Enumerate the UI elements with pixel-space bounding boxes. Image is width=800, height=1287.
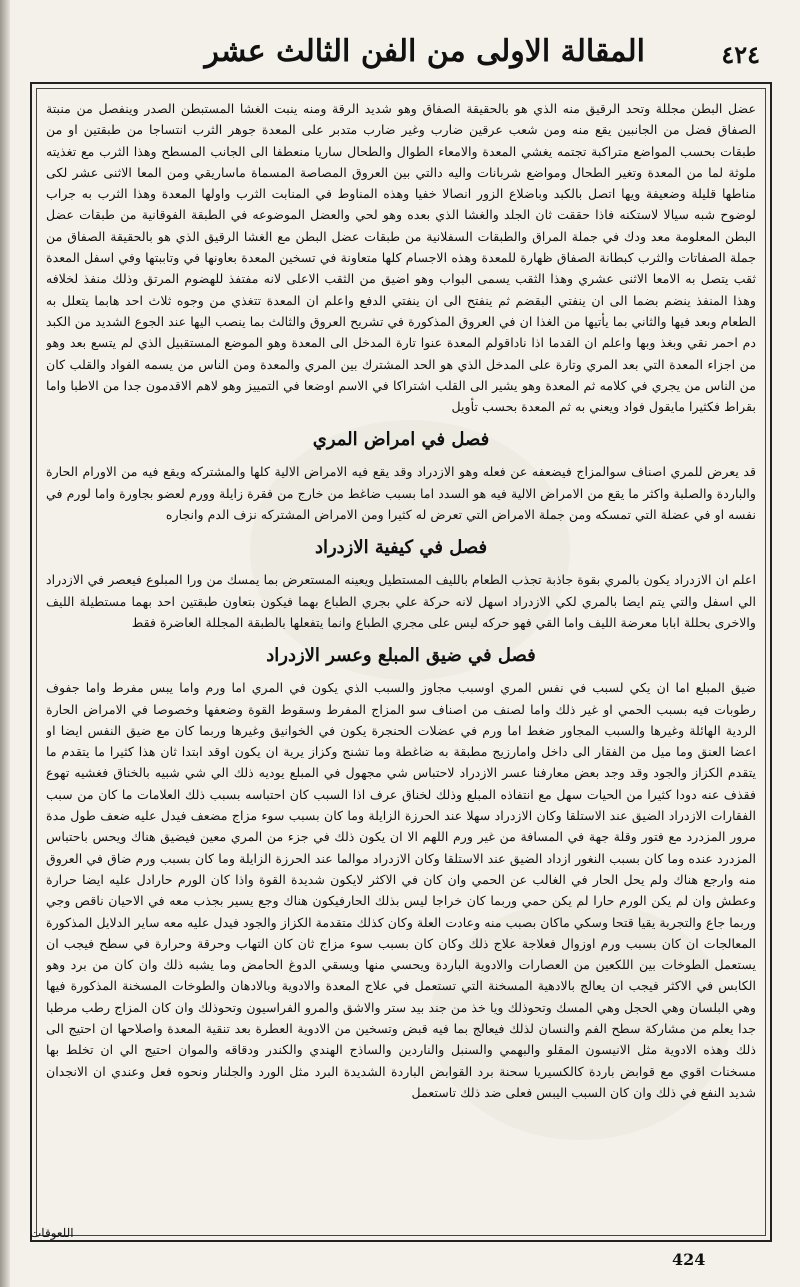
paragraph-dysphagia: ضيق المبلع اما ان يكي لسبب في نفس المري اوسبب مجاوز والسبب الذي يكون في المري اما ورم واما يبس مفرط واما جفوف رطوبات فيه بسبب الحمي او غير ذلك واما لصنف من اصناف سو المزاج المفرط وسقوط القوة وضعفها وخصوصا في الامراض الحارة الردية الهائلة وغيرها والسبب المجاور ضغط اما ورم في عضلات الحنجرة يكون في الخوانيق وغيرها وربما كان مع ضيق النفس ايضا او اعضا العنق وما ميل من الفقار الى داخل وامارزيج مطبقة به ضاغطة وما تشنج وكزاز يرية ان يكون اوقد ابتدا ثان هذا كثيرا ما يتقدم ما يتقدم الكزاز والجود وقد وجد بعض معارفنا عسر الازدراد لاحتباس شي مجهول في المبلع يوديه ذلك الي شي شبيه بالخناق فغشيه تهوع فقذف عنه دودا كثيرا من الحيات سهل مع انتفاذه المبلع وذلك لخناق عرف اذا السبب كان احتباسه بسبب ذلك العلامات ما كان من سبب الفقارات الازدراد الضيق عند الاستلقا وكان الازدراد سهلا عند الحرزة الزايلة وما كان بسبب سوء مزاج مضعف فيدل عليه ضعف طول مدة مرور المزدرد مع فتور وقلة جهة في المسافة من غير ورم اللهم الا ان يكون ذلك في جزء من المري معين فيضيق هناك ويحس باحتباس المزدرد عنده وما كان بسبب النغور ازداد الضيق عند الاستلقا وكان الازدراد موالما عند الحرزة الزايلة وما كان بسبب ورم ضاق في العروق منه وارجع هناك ولم يحل الحار في الغالب عن الحمي وان كان في الاكثر لايكون شديدة القوة واذا كان الورم حارادل عليه ايضا حرارة وعطش وان لم يكن الورم حارا لم يكن حمي وربما كان خراجا ليس بذلك الحارفيكون هناك وجع يسير بجذب معه في الاحيان ناقص وجي وربما جاع والتجربة يقيا قتحا وسكي ماكان بصبب منه وعادت العلة وكان كذلك متقدمة الكزاز والجود فيدل عليه معه ساير الدلايل المذكورة المعالجات ان كان بسبب ورم اوزوال فعلاجة علاج ذلك وكان كان بسبب سوء مزاج ثان كان التهاب وحرقة وحرارة في سطح فيجب ان يستعمل الطوخات بين اللكعين من العصارات والادوية الباردة ويحسي منها ويسقي الدوغ الحامض وما يشبه ذلك وان كان من برد وهو الكابس في الاكثر فيجب ان يعالج بالادهية المسخنة التي تستعمل في علاج المعدة والادوية وبالادهان والطوخات المسخنة المذكورة فيها وهي البلسان وهي الحجل وهي المسك وتحوذلك ويا خذ من جند بيد ستر والاشق والمرو الفراسيون وتحوذلك وان كان المزاج رطب مرطبا جدا يعلم من مشاركة سطح الفم والنسان لذلك فيعالج بما فيه قبض وتسخين من الادوية العطرة بعد تنقية المعدة واصلاحها ان احتيج الى ذلك وهذه الادوية مثل الانيسون المقلو والبهمي والسنبل والناردين والساذج الهندي والكندر ودقاقه والموان احتيج الي ان تخلط بها مسخنات اقوي مع قوابض باردة كالكسيريا سحنة برد القوابض الباردة الشديدة البرد مثل الورد والجلنار ونحوه فعل وعندي ان الانجدان شديد النفع في ذلك وان كان السبب اليبس فعلى ضد ذلك تاستعمل [46,680,756,1100]
paragraph-esophagus-diseases: قد يعرض للمري اصناف سوالمزاج فيضعفه عن فعله وهو الازدراد وقد يقع فيه الامراض الالية كلها والمشتركه ويقع فيه من الاورام الحارة والباردة والصلبة واكثر ما يقع من الامراض الالية فيه هو السدد اما بسبب ضاغط من خارج من فقرة زايلة وورم لعضو بجاورة واما لورم في نفسه او في عضلة التي تمسكه ومن جملة الامراض التي تعرض له كثيرا ومن الامراض المشتركه نزف الدم وانجاره [46,464,756,523]
paragraph-swallowing: اعلم ان الازدراد يكون بالمري بقوة جاذبة تجذب الطعام بالليف المستطيل ويعينه المستعرض بما يمسك من ورا المبلوع فيعصر في الازدراد الي اسفل والتي يتم ايضا بالمري لكي الازدراد اسهل لانه حركة علي بجري الطباع بهما فيكون بتعاون طبقتين احد بهما مستطيلة الليف والاخرى بحللة ابابا معرضة الليف واما القي فهو حركه ليس على مجري الطباع وانما يتفعلها بالطبقة المجللة العاضرة فقط [46,572,756,630]
footer-page-number: 424 [672,1250,706,1269]
header-page-number: ٤٢٤ [721,40,760,69]
section-heading-swallowing: فصل في كيفية الازدراد [314,537,488,559]
catchword: اللعوقات [30,1226,74,1240]
page-header [30,34,760,84]
page-spine-shadow [0,0,10,1287]
paragraph-intro: عضل البطن مجللة وتحد الرقيق منه الذي هو بالحقيقة الصفاق وهو شديد الرقة ومنه ينبت الغشا المستبطن الصدر وينفصل من منبتة الصفاق فضل من الجانبين يقع منه ومن شعب عرقين ضارب وغير ضارب متدبر على المعدة جوهر الثرب انتساجا من طبقتين او من طبقات بحسب المواضع متراكبة تجتمه يغشي المعدة والامعاء الطوال والطحال ساريا منعطفا الى الجانب المسطح وهذا الثرب مع تغذيته ملوثة لما من المعدة وتغير الطحال ومواضع شربانات واليه دالتي بين العروق المصاصة المسماة ماساريقي ومن المعا الاثنى عشر لكى مناطها قليلة وضعيفة ويها اتصل بالكبد وباضلاع الزور انصالا خفيا وهذه المناوط في المنابت الثرب واولها المعدة وهذا الثرب به جراب لوضوح شبه سيالا لاستكنه فاذا حققت ثان الجلد والغشا الذي بعده وهو لحي والعضل الموضوعه في الطبقة الفوقانية من طبقات عضل البطن المعلومة معد ودك في جملة المراق والطبقات السفلانية من طبقات عضل البطن مع الغشا الرقيق الذي هو بالحقيقة الصفاق من جملة الصفاتات والثرب كبطانة الصفاق ظهارة للمعدة وهذه الاجسام كلها متعاونة في تسخين المعدة بعاونها في وتاببتها وفي اسفل المعدة ثقب يتصل به الامعا الاثنى عشري وهذا الثقب يسمى البواب وهو اضيق من الثقب الاعلى لانه مفتفذ للهضوم المرتق وذلك منفذ لخلافه وهذا المنفذ ينضم بضما الى ان ينفتي البقضم ثم ينفتح الى ان ينفتي الدفع واعلم ان المعدة تتغذي من وجوه ثلاث احد هابما يتعلل به الطعام وبعد فيها والثاني بما يأتيها من الغذا ان في العروق المذكورة في تشريح العروق والثالث بما ينصب اليها عند الجوع الشديد من الكبد دم احمر نقي وبغذ وبها واعلم ان القدما اذا ناداقولم المعدة عنوا تارة المدخل الى المعدة وهو الموضع المستقبيل الذي لم يتسع بعد وهو من اجزاء المعدة التي بعد المري وتارة على المدخل الذي هو الحد المشترك بين المري والمعدة ومن الناس من يسمه الفواد والقلب كان من الناس من يجري في كلامه ثم المعدة وهو يشير الى القلب اشتراكا في الاسم اوضعا في التمييز وهو لاهم الاقدمون جدا من الاطبا واما بقراط فكثيرا مايقول فواد ويعني به ثم المعدة بحسب تأويل [46,101,756,415]
section-heading-esophagus-diseases: فصل في امراض المري [312,429,490,451]
page-title: المقالة الاولى من الفن الثالث عشر [204,34,645,69]
section-heading-dysphagia: فصل في ضيق المبلع وعسر الازدراد [266,645,536,667]
main-text [46,98,756,1226]
